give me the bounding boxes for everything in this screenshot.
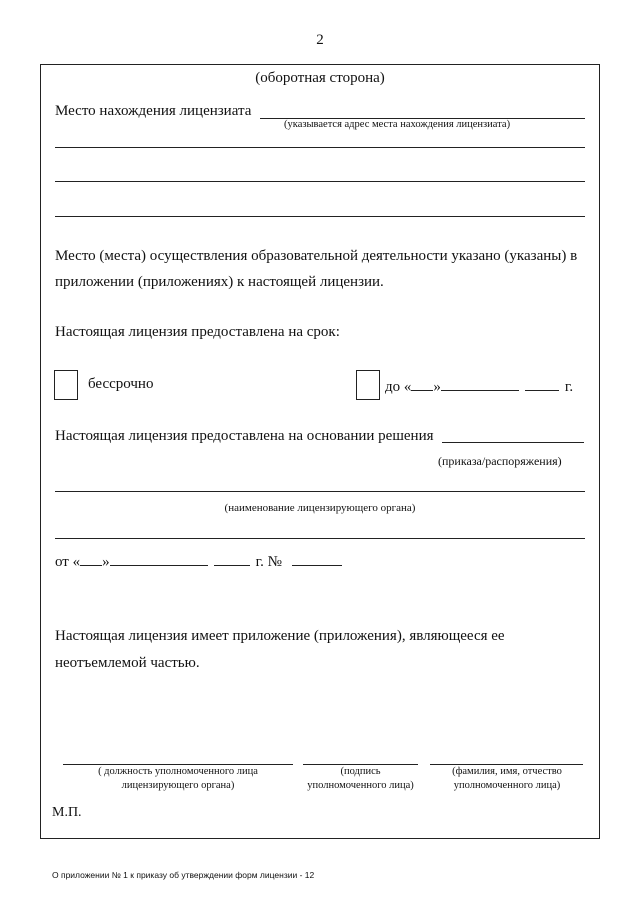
decision-input-line[interactable] (442, 442, 584, 443)
until-day-blank[interactable] (411, 376, 433, 391)
name-line[interactable] (430, 764, 583, 765)
until-month-blank[interactable] (441, 376, 519, 391)
organ-input-line-2[interactable] (55, 538, 585, 539)
until-year-blank[interactable] (525, 376, 559, 391)
stamp-label: М.П. (52, 805, 82, 820)
date-year-blank[interactable] (214, 551, 250, 566)
appendix-text-line1: Настоящая лицензия имеет приложение (приложения), являющееся ее (55, 628, 505, 644)
address-line-1[interactable] (55, 147, 585, 148)
activity-text-line1: Место (места) осуществления образовательной деятельности указано (указаны) в (55, 248, 578, 264)
until-prefix: до « (385, 379, 412, 395)
address-line-3[interactable] (55, 216, 585, 217)
decision-hint: (приказа/распоряжения) (438, 454, 562, 468)
date-mid: » (102, 554, 110, 570)
until-date-field (385, 376, 573, 396)
date-prefix: от « (55, 554, 81, 570)
appendix-text-line2: неотъемлемой частью. (55, 655, 200, 671)
unlimited-checkbox[interactable] (54, 370, 78, 400)
name-hint-line1: (фамилия, имя, отчество (452, 766, 562, 777)
location-label: Место нахождения лицензиата (55, 103, 252, 119)
position-hint-line1: ( должность уполномоченного лица (98, 766, 258, 777)
decision-label: Настоящая лицензия предоставлена на основании решения (55, 428, 434, 444)
decision-number-blank[interactable] (292, 551, 342, 566)
organ-input-line[interactable] (55, 491, 585, 492)
position-line[interactable] (63, 764, 293, 765)
footer-text: О приложении № 1 к приказу об утверждении форм лицензии - 12 (52, 870, 315, 880)
date-month-blank[interactable] (110, 551, 208, 566)
until-year-suffix: г. (564, 379, 574, 395)
location-hint: (указывается адрес места нахождения лицензиата) (284, 119, 511, 130)
signature-hint-line2: уполномоченного лица) (307, 780, 414, 791)
signature-hint-line1: (подпись (340, 766, 381, 777)
position-hint-line2: лицензирующего органа) (121, 780, 235, 791)
decision-date-field (55, 551, 342, 571)
term-label: Настоящая лицензия предоставлена на срок: (55, 324, 340, 340)
date-year-num: г. № (255, 554, 282, 570)
page-header: (оборотная сторона) (255, 70, 385, 86)
activity-text-line2: приложении (приложениях) к настоящей лицензии. (55, 274, 384, 290)
signature-line[interactable] (303, 764, 418, 765)
name-hint-line2: уполномоченного лица) (453, 780, 561, 791)
page-number: 2 (316, 32, 324, 48)
until-date-checkbox[interactable] (356, 370, 380, 400)
organ-hint: (наименование лицензирующего органа) (224, 502, 416, 514)
until-mid: » (433, 379, 441, 395)
address-line-2[interactable] (55, 181, 585, 182)
unlimited-label: бессрочно (88, 376, 154, 392)
date-day-blank[interactable] (80, 551, 102, 566)
